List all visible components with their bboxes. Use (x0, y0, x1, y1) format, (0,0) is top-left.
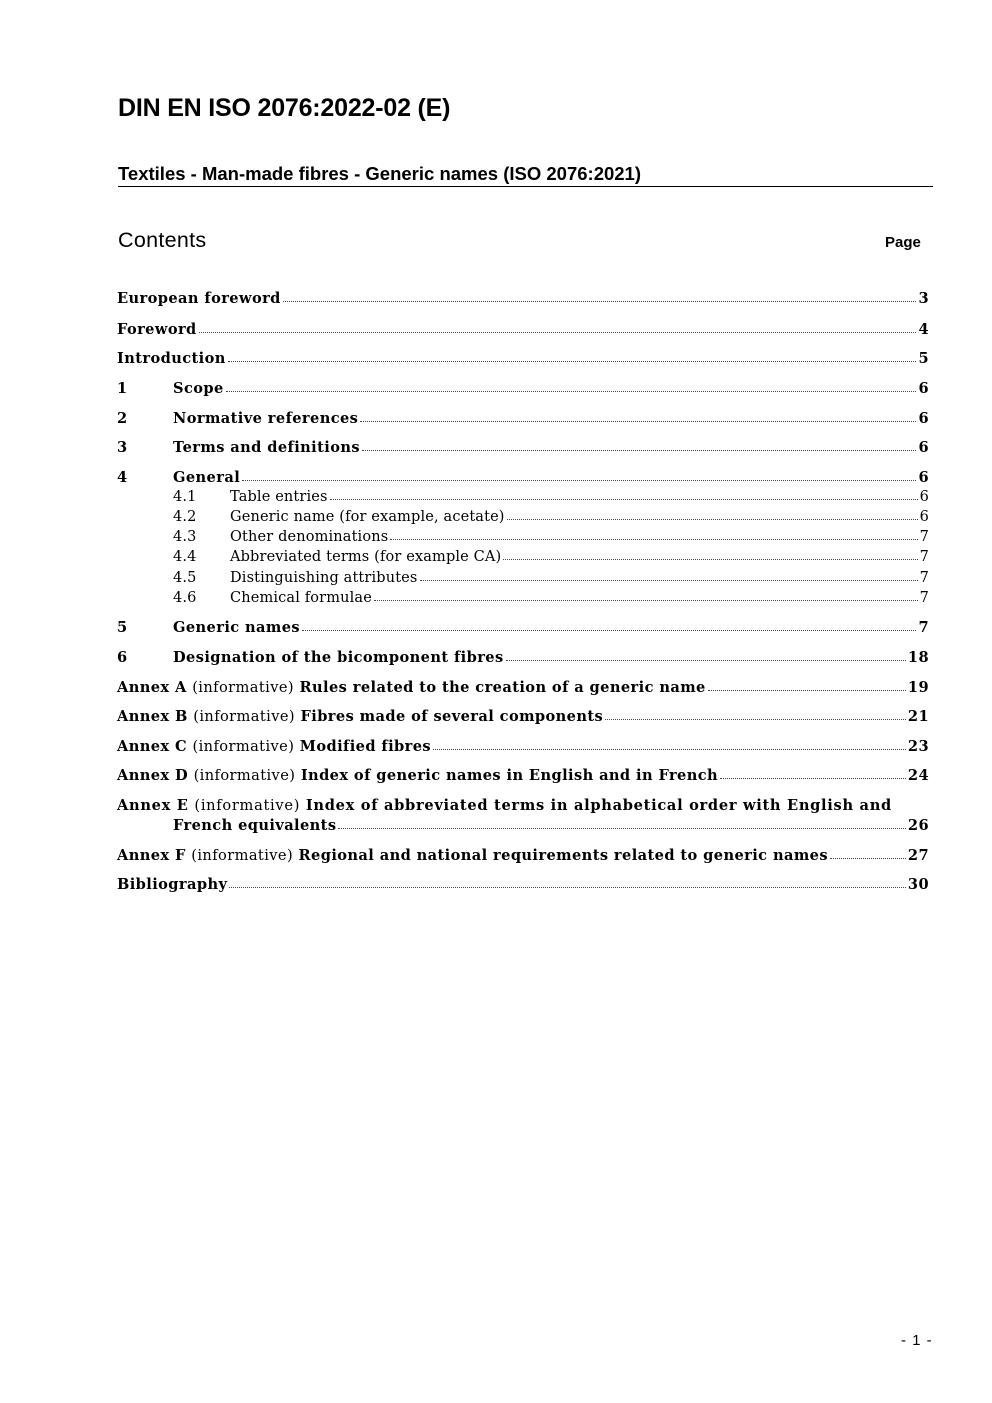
toc-entry-normative-references[interactable] (117, 410, 929, 427)
toc-page: 6 (918, 469, 929, 486)
annex-title: Rules related to the creation of a generic name (299, 679, 706, 696)
annex-type: (informative) (191, 847, 294, 864)
toc-number: 5 (117, 619, 128, 636)
annex-label: Annex E (117, 797, 189, 814)
toc-page: 4 (918, 321, 929, 338)
toc-page: 27 (907, 847, 929, 864)
toc-entry-abbreviated-terms[interactable] (173, 549, 929, 565)
toc-entry-annex-f[interactable] (117, 847, 929, 864)
toc-number: 2 (117, 410, 128, 427)
dot-leader (503, 559, 917, 560)
toc-entry-annex-e[interactable] (117, 797, 929, 814)
annex-title: Index of generic names in English and in French (300, 767, 719, 784)
annex-title: Fibres made of several components (300, 708, 604, 725)
toc-page: 6 (918, 410, 929, 427)
document-subtitle: Textiles - Man-made fibres - Generic names (ISO 2076:2021) (118, 163, 933, 187)
dot-leader (708, 690, 906, 691)
annex-type: (informative) (192, 738, 295, 755)
dot-leader (420, 580, 918, 581)
toc-entry-annex-a[interactable] (117, 679, 929, 696)
toc-entry-introduction[interactable] (117, 350, 929, 367)
annex-title: Regional and national requirements related to generic names (298, 847, 828, 864)
dot-leader (283, 301, 917, 302)
toc-entry-annex-c[interactable] (117, 738, 929, 755)
toc-entry-chemical-formulae[interactable] (173, 590, 929, 606)
toc-entry-foreword[interactable] (117, 321, 929, 338)
toc-title: Terms and definitions (173, 439, 360, 456)
toc-number: 1 (117, 380, 128, 397)
document-number: DIN EN ISO 2076:2022-02 (E) (118, 94, 451, 122)
annex-label: Annex A (117, 679, 187, 696)
toc-entry-generic-name[interactable] (173, 509, 929, 525)
toc-page: 7 (919, 549, 929, 565)
dot-leader (830, 858, 906, 859)
annex-title: Modified fibres (299, 738, 432, 755)
annex-type: (informative) (192, 679, 294, 696)
toc-title: Chemical formulae (230, 590, 372, 606)
toc-entry-annex-d[interactable] (117, 767, 929, 784)
toc-title: Foreword (117, 321, 197, 338)
dot-leader (360, 421, 916, 422)
toc-title: Generic name (for example, acetate) (230, 509, 505, 525)
toc-title (117, 738, 431, 755)
toc-page: 23 (907, 738, 929, 755)
toc-page: 6 (918, 439, 929, 456)
toc-title: Table entries (230, 489, 328, 505)
toc-title: General (173, 469, 241, 486)
dot-leader (507, 519, 918, 520)
toc-page: 7 (919, 570, 929, 586)
dot-leader (374, 600, 918, 601)
contents-heading: Contents (118, 228, 207, 252)
dot-leader (605, 719, 906, 720)
toc-number: 3 (117, 439, 128, 456)
toc-number: 4.1 (173, 489, 197, 505)
toc-page: 7 (918, 619, 929, 636)
toc-title: Other denominations (230, 529, 389, 545)
toc-number: 4 (117, 469, 128, 486)
toc-title: Scope (173, 380, 224, 397)
toc-number: 6 (117, 649, 128, 666)
dot-leader (433, 749, 906, 750)
toc-title (117, 847, 828, 864)
annex-type: (informative) (194, 797, 301, 814)
dot-leader (506, 660, 906, 661)
toc-entry-terms-and-definitions[interactable] (117, 439, 929, 456)
toc-page: 6 (919, 489, 929, 505)
toc-page: 18 (907, 649, 929, 666)
footer-page-number: - 1 - (901, 1332, 933, 1349)
toc-page: 3 (918, 290, 929, 307)
annex-label: Annex B (117, 708, 188, 725)
dot-leader (228, 361, 917, 362)
dot-leader (362, 450, 916, 451)
toc-entry-annex-e-cont[interactable] (173, 817, 929, 834)
toc-title (117, 767, 718, 784)
dot-leader (338, 828, 905, 829)
annex-label: Annex D (117, 767, 189, 784)
dot-leader (720, 778, 906, 779)
toc-page: 5 (918, 350, 929, 367)
toc-page: 19 (907, 679, 929, 696)
toc-entry-european-foreword[interactable] (117, 290, 929, 307)
annex-label: Annex F (117, 847, 186, 864)
annex-type: (informative) (193, 767, 296, 784)
page-column-heading: Page (885, 234, 921, 251)
annex-e-line1 (117, 797, 929, 814)
toc-page: 6 (918, 380, 929, 397)
toc-entry-distinguishing-attributes[interactable] (173, 570, 929, 586)
annex-type: (informative) (193, 708, 296, 725)
toc-entry-other-denominations[interactable] (173, 529, 929, 545)
toc-entry-annex-b[interactable] (117, 708, 929, 725)
toc-title: Designation of the bicomponent fibres (173, 649, 504, 666)
toc-title: Normative references (173, 410, 359, 427)
toc-title (117, 679, 706, 696)
toc-page: 6 (919, 509, 929, 525)
toc-page: 30 (907, 876, 929, 893)
annex-title: Index of abbreviated terms in alphabetical order with English and (305, 797, 892, 814)
toc-number: 4.5 (173, 570, 197, 586)
annex-title-cont: French equivalents (173, 817, 337, 834)
toc-entry-table-entries[interactable] (173, 489, 929, 505)
toc-title: Introduction (117, 350, 226, 367)
toc-page: 21 (907, 708, 929, 725)
toc-entry-bibliography[interactable] (117, 876, 929, 893)
toc-title: Generic names (173, 619, 301, 636)
toc-page: 26 (907, 817, 929, 834)
toc-title: European foreword (117, 290, 281, 307)
toc-entry-bicomponent-fibres[interactable] (117, 649, 929, 666)
toc-page: 24 (907, 767, 929, 784)
toc-title: Abbreviated terms (for example CA) (230, 549, 502, 565)
toc-entry-scope[interactable] (117, 380, 929, 397)
toc-title: Distinguishing attributes (230, 570, 418, 586)
toc-number: 4.4 (173, 549, 197, 565)
toc-number: 4.2 (173, 509, 197, 525)
toc-page: 7 (919, 590, 929, 606)
dot-leader (330, 499, 918, 500)
dot-leader (302, 630, 916, 631)
toc-page: 7 (919, 529, 929, 545)
dot-leader (390, 539, 917, 540)
toc-number: 4.6 (173, 590, 197, 606)
toc-title (117, 708, 603, 725)
dot-leader (229, 887, 906, 888)
dot-leader (242, 480, 916, 481)
toc-number: 4.3 (173, 529, 197, 545)
annex-label: Annex C (117, 738, 188, 755)
dot-leader (199, 332, 917, 333)
dot-leader (226, 391, 917, 392)
toc-title: Bibliography (117, 876, 228, 893)
toc-entry-generic-names[interactable] (117, 619, 929, 636)
toc-entry-general[interactable] (117, 469, 929, 486)
